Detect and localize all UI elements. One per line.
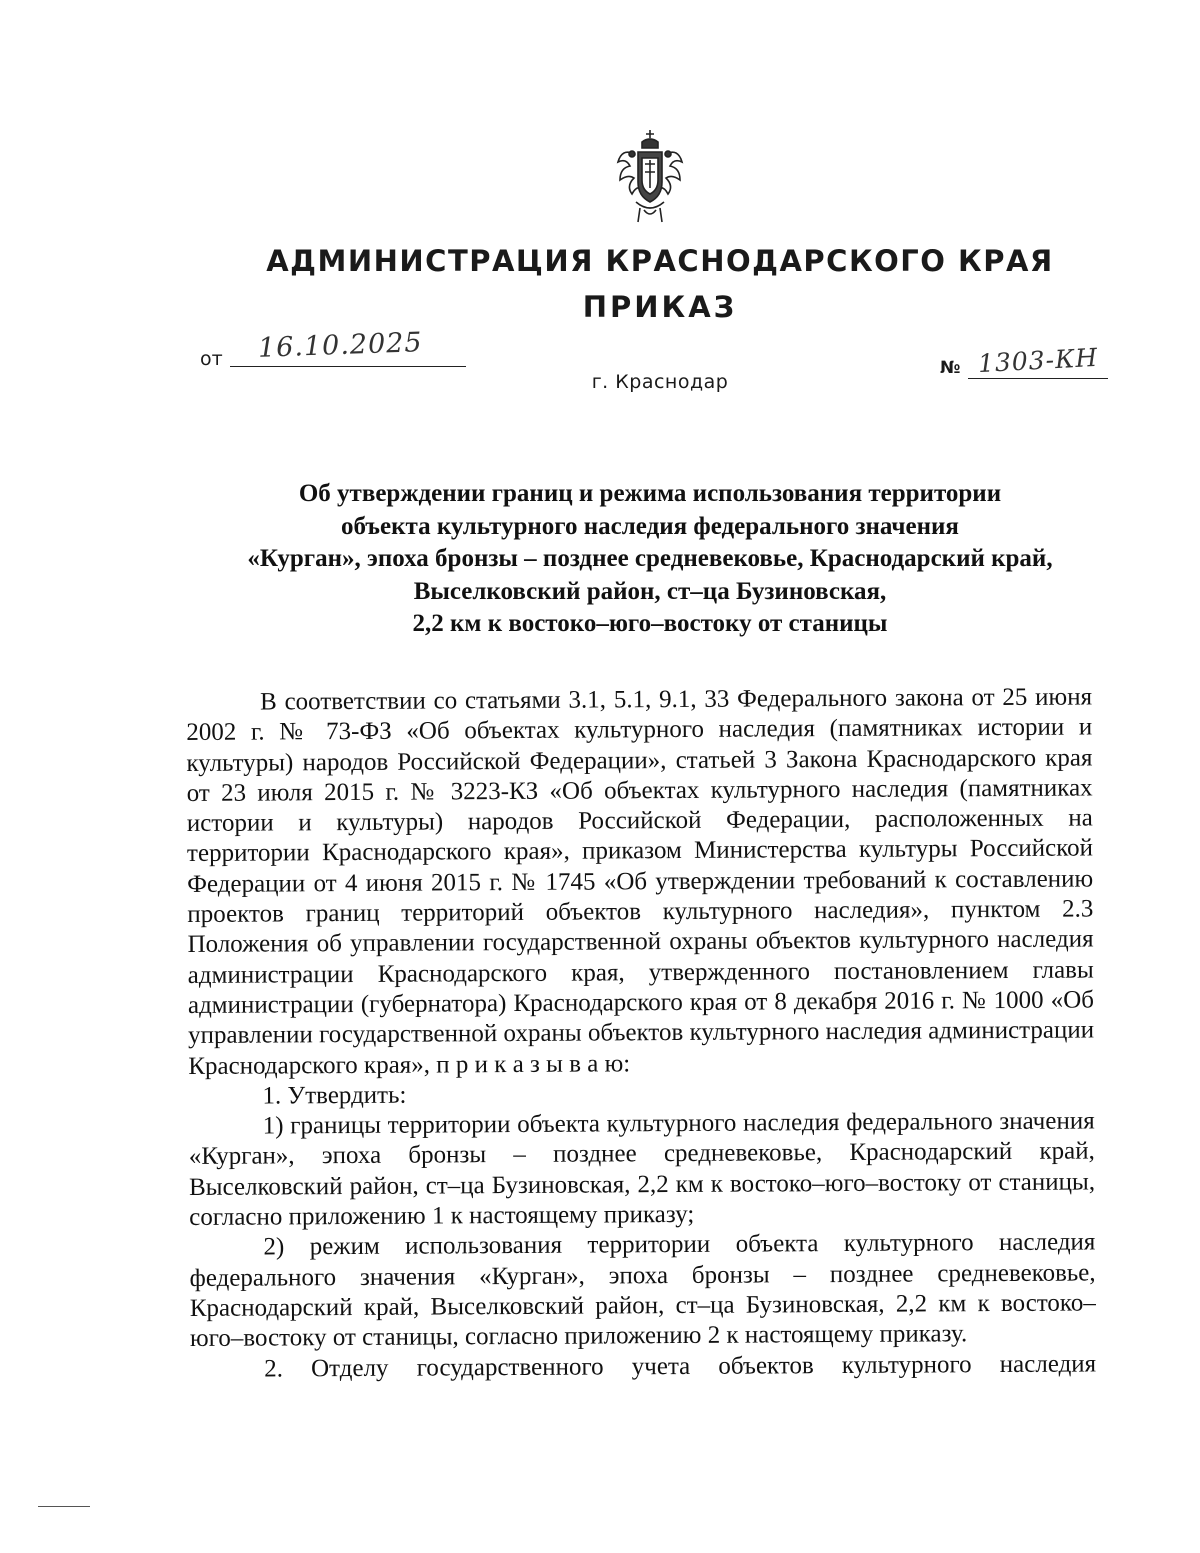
document-title [150,478,1150,641]
document-body [186,682,1096,1384]
margin-mark [38,1506,90,1507]
organization-name: АДМИНИСТРАЦИЯ КРАСНОДАРСКОГО КРАЯ [266,244,1054,278]
number-value: 1303-КН [977,342,1099,379]
document-type: ПРИКАЗ [582,290,738,324]
item-1: 1. Утвердить: [262,1081,407,1110]
title-line: объекта культурного наследия федерального значения [341,512,959,540]
date-underline [230,366,466,367]
title-line: Выселковский район, ст–ца Бузиновская, [413,577,887,605]
title-line: 2,2 км к востоко–юго–востоку от станицы [412,610,888,637]
number-label: № [940,358,961,378]
coat-of-arms-icon [612,128,688,224]
date-label: от [200,348,223,370]
item-2: 2. Отделу государственного учета объектов культурного наследия [264,1349,1097,1383]
order-word: п р и к а з ы в а ю: [436,1049,631,1079]
city: г. Краснодар [591,371,729,393]
preamble-text: В соответствии со статьями 3.1, 5.1, 9.1, 33 Федерального закона от 25 июня 2002 г. № 73-ФЗ «Об объектах культурного наследия (памятниках истории и культуры) народов Российской Федерации», статьей 3 Закона Краснодарского края от 23 июля 2015 г. № 3223-КЗ «Об объектах культурного наследия (памятниках истории и культуры) народов Российской Федерации, расположенных на территории Краснодарского края», приказом Министерства культуры Российской Федерации от 4 июня 2015 г. № 1745 «Об утверждении требований к составлению проектов границ территорий объектов культурного наследия», пунктом 2.3 Положения об управлении государственной охраны объектов культурного наследия администрации Краснодарского края, утвержденного постановлением главы администрации (губернатора) Краснодарского края от 8 декабря 2016 г. № 1000 «Об управлении государственной охраны объектов культурного наследия администрации Краснодарского края», [186,683,1095,1080]
title-line: Об утверждении границ и режима использования территории [298,480,1002,507]
title-line: «Курган», эпоха бронзы – позднее средневековье, Краснодарский край, [247,545,1053,572]
date-value: 16.10.2025 [257,327,424,364]
preamble-paragraph [186,682,1094,1081]
item-1-1: 1) границы территории объекта культурного наследия федерального значения «Курган», эпоха бронзы – позднее средневековье, Краснодарский край, Выселковский район, ст–ца Бузиновская, 2,2 км к востоко–юго–востоку от станицы, согласно приложению 1 к настоящему приказу; [188,1107,1096,1232]
item-1-2: 2) режим использования территории объекта культурного наследия федерального значения «Курган», эпоха бронзы – позднее средневековье, Краснодарский край, Выселковский район, ст–ца Бузиновская, 2,2 км к востоко–юго–востоку от станицы, согласно приложению 2 к настоящему приказу. [189,1228,1096,1353]
